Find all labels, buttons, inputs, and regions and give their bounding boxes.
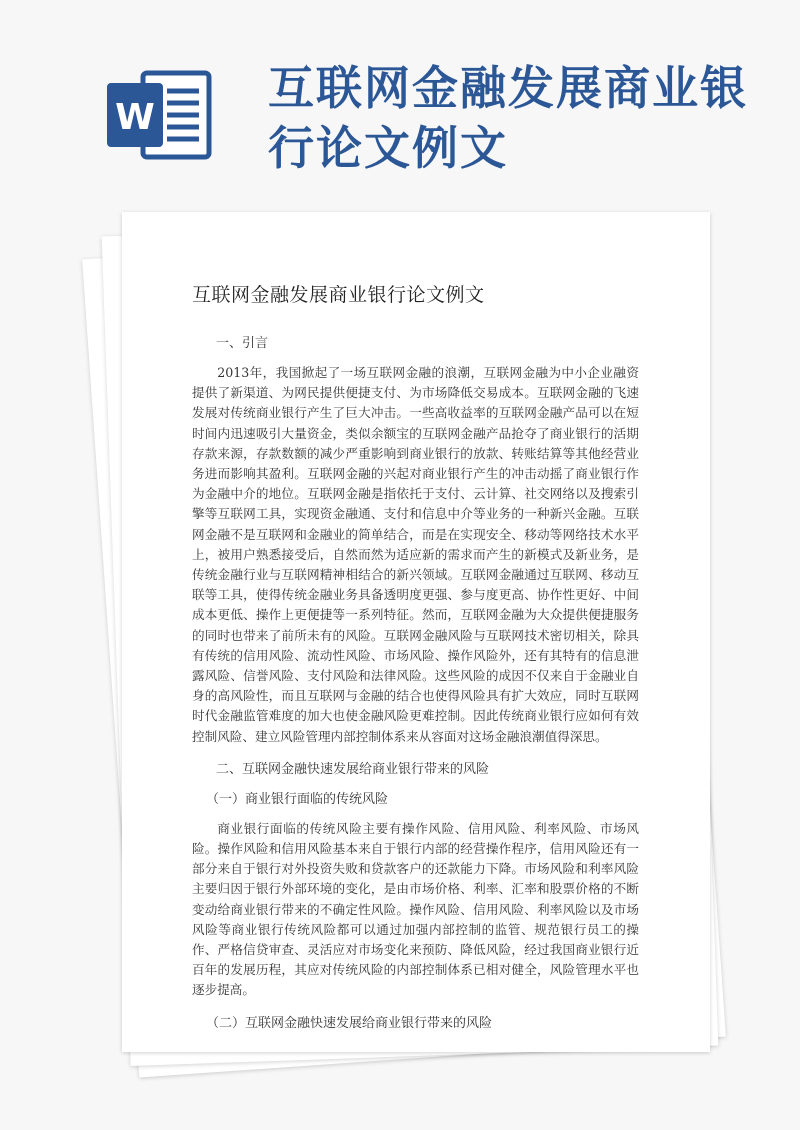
banner-headline: 互联网金融发展商业银行论文例文 — [268, 61, 748, 175]
paragraph: 2013年，我国掀起了一场互联网金融的浪潮，互联网金融为中小企业融资提供了新渠道、为网民提供便捷支付、为市场降低交易成本。互联网金融的飞速发展对传统商业银行产生了巨大冲击。一些高收益率的互联网金融产品可以在短时间内迅速吸引大量资金，类似余额宝的互联网金融产品抢夺了商业银行的活期存款来源，存款数额的减少严重影响到商业银行的放款、转账结算等其他经营业务进而影响其盈利。互联网金融的兴起对商业银行产生的冲击动摇了商业银行作为金融中介的地位。互联网金融是指依托于支付、云计算、社交网络以及搜索引擎等互联网工具，实现资金融通、支付和信息中介等业务的一种新兴金融。互联网金融不是互联网和金融业的简单结合，而是在实现安全、移动等网络技术水平上，被用户熟悉接受后，自然而然为适应新的需求而产生的新模式及新业务，是传统金融行业与互联网精神相结合的新兴领域。互联网金融通过互联网、移动互联等工具，使得传统金融业务具备透明度更强、参与度更高、协作性更好、中间成本更低、操作上更便捷等一系列特征。然而，互联网金融为大众提供便捷服务的同时也带来了前所未有的风险。互联网金融风险与互联网技术密切相关，除具有传统的信用风险、流动性风险、市场风险、操作风险外，还有其特有的信息泄露风险、信誉风险、支付风险和法律风险。这些风险的成因不仅来自于金融业自身的高风险性，而且互联网与金融的结合也使得风险具有扩大效应，同时互联网时代金融监管难度的加大也使金融风险更难控制。因此传统商业银行应如何有效控制风险、建立风险管理内部控制体系来从容面对这场金融浪潮值得深思。 — [192, 365, 639, 744]
banner — [0, 0, 800, 200]
section-heading: 一、引言 — [216, 336, 269, 351]
subsection-heading: （一）商业银行面临的传统风险 — [206, 791, 389, 807]
section-heading: 二、互联网金融快速发展给商业银行带来的风险 — [216, 761, 490, 777]
svg-text:W: W — [115, 97, 155, 138]
document-body — [192, 280, 639, 1043]
word-document-icon — [105, 65, 215, 165]
subsection-heading: （二）互联网金融快速发展给商业银行带来的风险 — [206, 1015, 493, 1031]
document-title: 互联网金融发展商业银行论文例文 — [192, 284, 485, 306]
paragraph: 商业银行面临的传统风险主要有操作风险、信用风险、利率风险、市场风险。操作风险和信用风险基本来自于银行内部的经营操作程序，信用风险还有一部分来自于银行对外投资失败和贷款客户的还款能力下降。市场风险和利率风险主要归因于银行外部环境的变化，是由市场价格、利率、汇率和股票价格的不断变动给商业银行带来的不确定性风险。操作风险、信用风险、利率风险以及市场风险等商业银行传统风险都可以通过加强内部控制的监管、规范银行员工的操作、严格信贷审查、灵活应对市场变化来预防、降低风险，经过我国商业银行近百年的发展历程，其应对传统风险的内部控制体系已相对健全，风险管理水平也逐步提高。 — [192, 820, 639, 998]
